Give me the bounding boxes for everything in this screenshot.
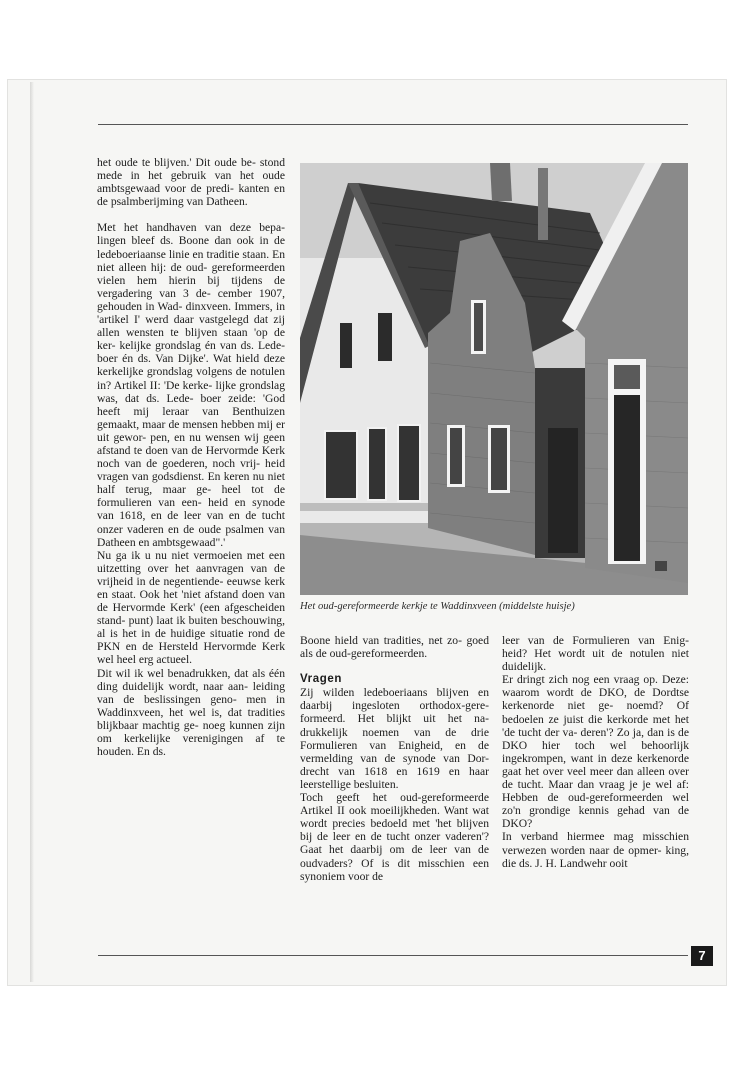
text-column-2	[300, 634, 489, 883]
text-column-1	[97, 156, 285, 758]
paragraph: Boone hield van tradities, net zo- goed als de oud-gereformeerden.	[300, 634, 489, 661]
top-rule	[98, 124, 688, 125]
section-heading: Vragen	[300, 673, 342, 686]
photo-caption: Het oud-gereformeerde kerkje te Waddinxveen (middelste huisje)	[300, 601, 575, 612]
page-number: 7	[691, 946, 713, 966]
paragraph: het oude te blijven.' Dit oude be- stond mede in het gebruik van het oude ambtsgewaad voor de predi- kanten en de psalmberijming van Datheen.	[97, 156, 285, 209]
paragraph: In verband hiermee mag misschien verwezen worden naar de opmer- king, die ds. J. H. Landwehr ooit	[502, 830, 689, 870]
text-column-3	[502, 634, 689, 870]
paragraph: Dit wil ik wel benadrukken, dat als één ding duidelijk wordt, naar aan- leiding van de beslissingen geno- men in Waddinxveen, het wel is, dat tradities blijkbaar machtig ge- noeg kunnen zijn om kerkelijke verenigingen af te houden. En ds.	[97, 666, 285, 759]
paragraph: Toch geeft het oud-gereformeerde Artikel II ook moeilijkheden. Want wat wordt precies bedoeld met 'het blijven bij de leer en de tucht onzer vaderen'? Gaat het daarbij om de leer van de oudvaders? Of is dit misschien een synoniem voor de	[300, 791, 489, 883]
bottom-rule	[98, 955, 688, 956]
paragraph: Zij wilden ledeboeriaans blijven en daarbij ingesloten orthodox-gere- formeerd. Het blijkt uit het na- drukkelijk noemen van de drie Formulieren van Enigheid, en de vermelding van de synode van Dor- drecht van 1618 en 1619 en haar leerstellige besluiten.	[300, 686, 489, 791]
paragraph: Met het handhaven van deze bepa- lingen bleef ds. Boone dan ook in de ledeboeriaanse linie en traditie staan. En niet alleen hij: de oud- gereformeerden vielen hem hierin bij tijdens de vergadering van 3 de- cember 1907, gehouden in Wad- dinxveen. Immers, in 'artikel I' werd daar vastgelegd dat zij allen wensten te blijven staan 'op de ker- kelijke grondslag én van ds. Lede- boer én ds. Van Dijke'. Wat hield deze kerkelijke grondslag volgens de notulen in? Artikel II: 'De kerke- lijke grondslag was, dat ds. Lede- boer zeide: 'God heeft mij leraar van Benthuizen gemaakt, maar de mensen hebben mij er uit gewor- pen, en nu wensen wij geen afstand te doen van de Hervormde Kerk noch van de goederen, noch vrij- heid vragen van godsdienst. En keren nu niet half terug, maar ge- heel tot de formulieren van een- heid en synode van 1618, en de leer van en de tucht onzer vaderen en de oude psalmen van Datheen en ambtsgewaad".'	[97, 221, 285, 549]
church-photo	[300, 163, 688, 595]
page-fold-shadow	[30, 82, 34, 982]
paragraph: Nu ga ik u nu niet vermoeien met een uitzetting over het aanvragen van de vrijheid in de negentiende- eeuwse kerk en staat. Ook het 'niet afstand doen van de Hervormde Kerk' (een afgescheiden stand- punt) laat ik buiten beschouwing, al is het in de huidige situatie rond de PKN en de Hersteld Hervormde Kerk wel heel erg actueel.	[97, 548, 285, 667]
paragraph: Er dringt zich nog een vraag op. Deze: waarom wordt de DKO, de Dordtse kerkenorde niet ge- noemd? Of bedoelen ze juist die kerkorde met het 'de tucht der va- deren'? Zo ja, dan is de DKO hier toch wel behoorlijk ingekrompen, want in deze kerkenorde gaat het over veel meer dan alleen over de tucht. Maar dan vraag je je wel af: Hebben de oud-gereformeerden wel zo'n grondige kennis gehad van de DKO?	[502, 673, 689, 831]
paragraph: leer van de Formulieren van Enig- heid? Het wordt uit de notulen niet duidelijk.	[502, 634, 689, 674]
